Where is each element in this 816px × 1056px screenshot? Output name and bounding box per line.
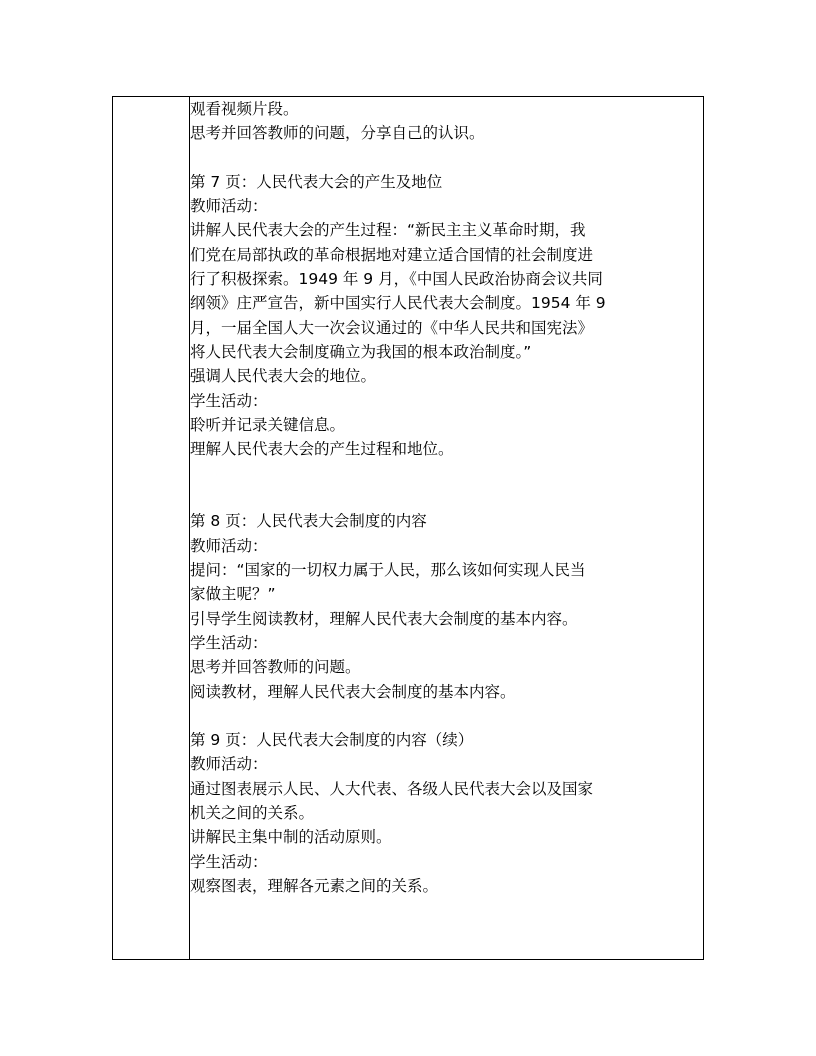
page9-teacher-line: 讲解民主集中制的活动原则。 (190, 828, 392, 847)
page8-teacher-label: 教师活动： (190, 536, 268, 555)
page7-teacher-line: 月，一届全国人大一次会议通过的《中华人民共和国宪法》 (190, 318, 594, 337)
page7-teacher-label: 教师活动： (190, 197, 268, 216)
page7-student-label: 学生活动： (190, 391, 268, 410)
page8-teacher-line: 家做主呢？” (190, 585, 276, 604)
spacer (190, 704, 703, 728)
spacer (190, 146, 703, 170)
page8-teacher-line: 引导学生阅读教材，理解人民代表大会制度的基本内容。 (190, 609, 578, 628)
page9-student-line: 观察图表，理解各元素之间的关系。 (190, 876, 439, 895)
spacer (190, 461, 703, 509)
table-row (113, 97, 704, 960)
page9-student-label: 学生活动： (190, 852, 268, 871)
intro-line: 思考并回答教师的问题，分享自己的认识。 (190, 124, 485, 143)
page7-teacher-line: 纲领》庄严宣告，新中国实行人民代表大会制度。1954 年 9 (190, 294, 606, 313)
page7-title: 第 7 页：人民代表大会的产生及地位 (190, 172, 443, 191)
page8-teacher-line: 提问：“国家的一切权力属于人民，那么该如何实现人民当 (190, 561, 586, 580)
page9-title: 第 9 页：人民代表大会制度的内容（续） (190, 731, 474, 750)
page8-student-line: 思考并回答教师的问题。 (190, 658, 361, 677)
page8-student-line: 阅读教材，理解人民代表大会制度的基本内容。 (190, 682, 516, 701)
page9-teacher-line: 机关之间的关系。 (190, 804, 315, 823)
left-column-cell (113, 97, 190, 960)
page9-teacher-line: 通过图表展示人民、人大代表、各级人民代表大会以及国家 (190, 779, 594, 798)
page7-teacher-line: 将人民代表大会制度确立为我国的根本政治制度。” (190, 342, 532, 361)
page8-title: 第 8 页：人民代表大会制度的内容 (190, 512, 427, 531)
intro-line: 观看视频片段。 (190, 100, 299, 118)
page9-teacher-label: 教师活动： (190, 755, 268, 774)
activity-content-cell (190, 97, 704, 960)
page7-student-line: 聆听并记录关键信息。 (190, 415, 346, 434)
page7-teacher-line: 行了积极探索。1949 年 9 月，《中国人民政治协商会议共同 (190, 270, 603, 289)
page7-teacher-line: 们党在局部执政的革命根据地对建立适合国情的社会制度进 (190, 245, 594, 264)
page7-teacher-line: 强调人民代表大会的地位。 (190, 367, 377, 386)
lesson-plan-table (112, 96, 704, 960)
page8-student-label: 学生活动： (190, 633, 268, 652)
page7-student-line: 理解人民代表大会的产生过程和地位。 (190, 440, 454, 459)
page7-teacher-line: 讲解人民代表大会的产生过程：“新民主主义革命时期，我 (190, 221, 586, 240)
